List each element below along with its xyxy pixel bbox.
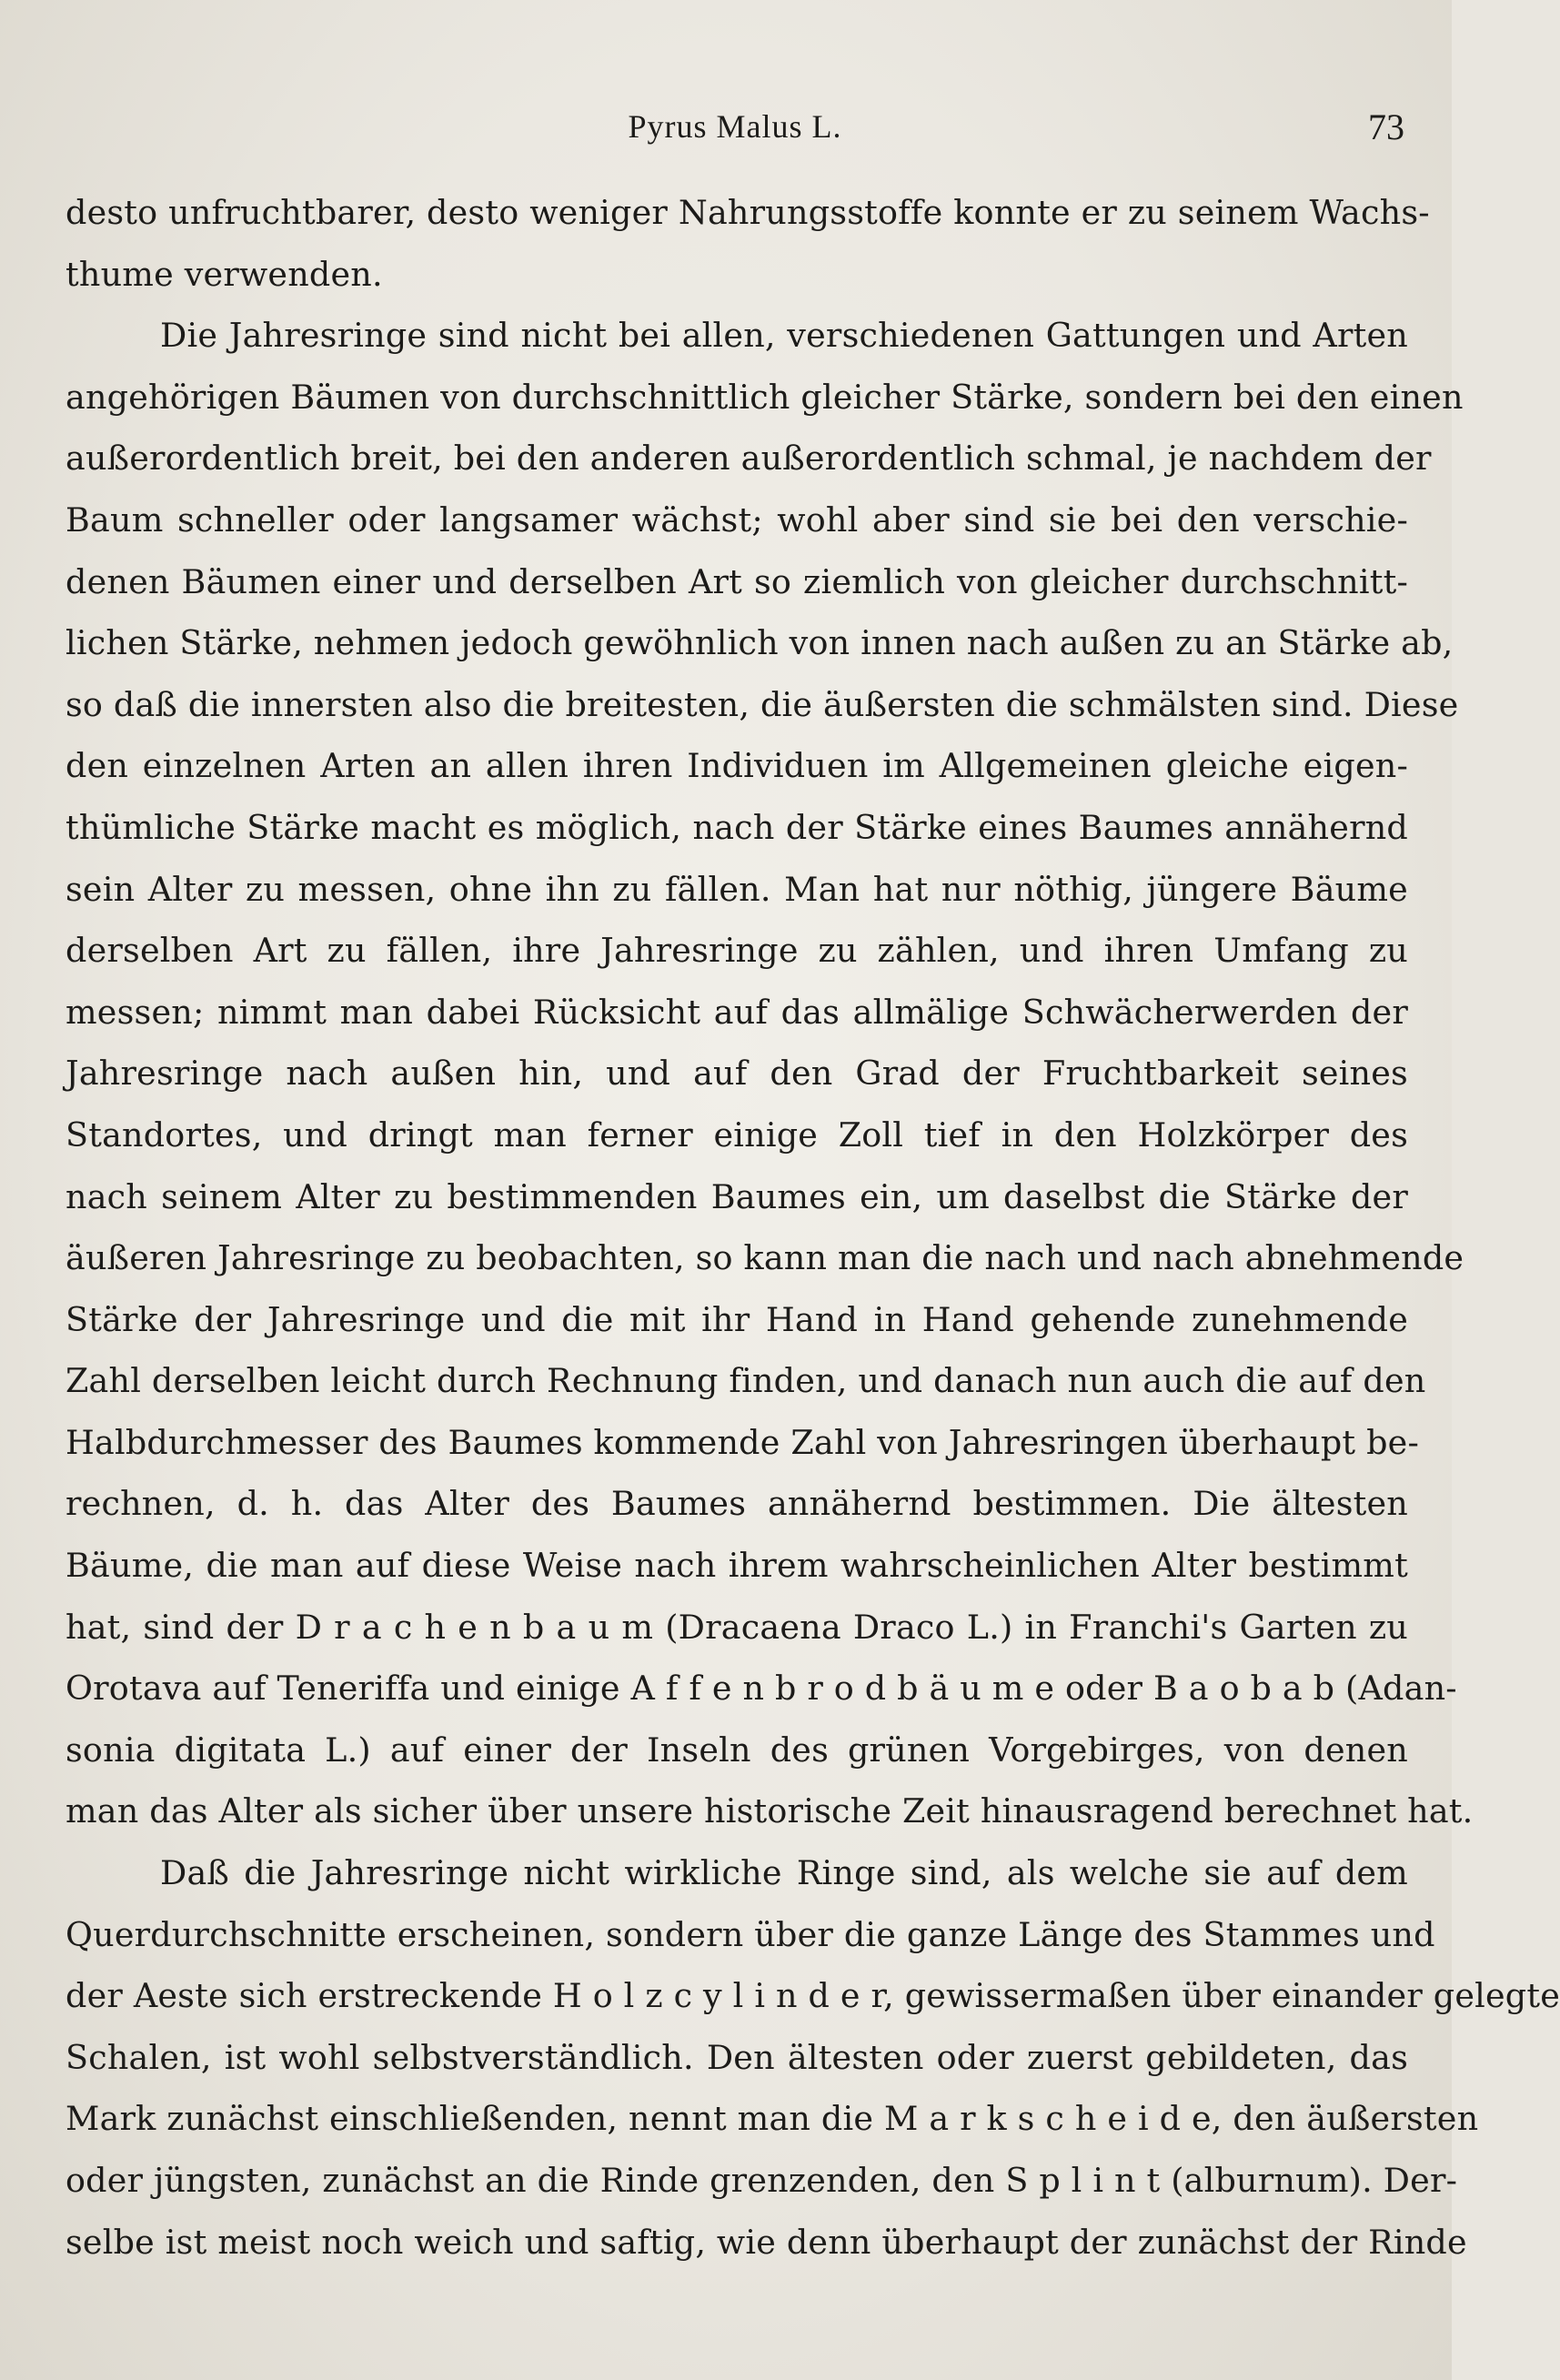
text-line: oder jüngsten, zunächst an die Rinde grenzenden, den S p l i n t (alburnum). Der- (65, 2161, 1458, 2200)
running-head (0, 107, 1452, 162)
text-line: sein Alter zu messen, ohne ihn zu fällen. Man hat nur nöthig, jüngere Bäume (65, 869, 1408, 909)
text-line: Orotava auf Teneriffa und einige A f f e n b r o d b ä u m e oder B a o b a b (Adan- (65, 1669, 1457, 1709)
text-line: denen Bäumen einer und derselben Art so ziemlich von gleicher durchschnitt- (65, 561, 1408, 601)
text-line: Baum schneller oder langsamer wächst; wohl aber sind sie bei den verschie- (65, 499, 1408, 540)
text-line: Bäume, die man auf diese Weise nach ihrem wahrscheinlichen Alter bestimmt (65, 1546, 1408, 1586)
text-line: so daß die innersten also die breitesten, die äußersten die schmälsten sind. Diese (65, 684, 1459, 724)
text-line: Standortes, und dringt man ferner einige Zoll tief in den Holzkörper des (65, 1114, 1408, 1155)
text-line: Stärke der Jahresringe und die mit ihr Hand in Hand gehende zunehmende (65, 1299, 1408, 1339)
text-line: thume verwenden. (65, 254, 383, 294)
text-line: hat, sind der D r a c h e n b a u m (Dracaena Draco L.) in Franchi's Garten zu (65, 1607, 1408, 1647)
text-line: äußeren Jahresringe zu beobachten, so kann man die nach und nach abnehmende (65, 1238, 1464, 1278)
text-line: den einzelnen Arten an allen ihren Individuen im Allgemeinen gleiche eigen- (65, 746, 1408, 786)
text-line: der Aeste sich erstreckende H o l z c y l i n d e r, gewissermaßen über einander gelegte (65, 1976, 1560, 2016)
text-line: Jahresringe nach außen hin, und auf den Grad der Fruchtbarkeit seines (65, 1054, 1408, 1094)
text-line: selbe ist meist noch weich und saftig, wie denn überhaupt der zunächst der Rinde (65, 2222, 1467, 2262)
running-title: Pyrus Malus L. (628, 108, 842, 145)
text-line: sonia digitata L.) auf einer der Inseln des grünen Vorgebirges, von denen (65, 1730, 1408, 1770)
text-line: lichen Stärke, nehmen jedoch gewöhnlich von innen nach außen zu an Stärke ab, (65, 623, 1454, 663)
text-line: außerordentlich breit, bei den anderen außerordentlich schmal, je nachdem der (65, 439, 1432, 479)
text-line: man das Alter als sicher über unsere historische Zeit hinausragend berechnet hat. (65, 1791, 1474, 1831)
text-line: messen; nimmt man dabei Rücksicht auf das allmälige Schwächerwerden der (65, 992, 1408, 1032)
text-line: Daß die Jahresringe nicht wirkliche Ringe sind, als welche sie auf dem (160, 1853, 1408, 1893)
text-line: Zahl derselben leicht durch Rechnung finden, und danach nun auch die auf den (65, 1361, 1426, 1401)
page-number: 73 (1368, 106, 1404, 147)
text-line: rechnen, d. h. das Alter des Baumes annähernd bestimmen. Die ältesten (65, 1484, 1408, 1524)
text-line: angehörigen Bäumen von durchschnittlich gleicher Stärke, sondern bei den einen (65, 377, 1464, 417)
text-line: Die Jahresringe sind nicht bei allen, verschiedenen Gattungen und Arten (160, 316, 1408, 356)
text-line: Halbdurchmesser des Baumes kommende Zahl von Jahresringen überhaupt be- (65, 1422, 1419, 1462)
text-line: Schalen, ist wohl selbstverständlich. Den ältesten oder zuerst gebildeten, das (65, 2037, 1408, 2077)
text-line: derselben Art zu fällen, ihre Jahresringe zu zählen, und ihren Umfang zu (65, 931, 1408, 971)
body-text (65, 182, 1560, 2273)
text-line: desto unfruchtbarer, desto weniger Nahrungsstoffe konnte er zu seinem Wachs- (65, 193, 1430, 232)
text-line: Querdurchschnitte erscheinen, sondern über die ganze Länge des Stammes und (65, 1914, 1435, 1954)
text-line: thümliche Stärke macht es möglich, nach der Stärke eines Baumes annähernd (65, 807, 1408, 847)
text-line: nach seinem Alter zu bestimmenden Baumes ein, um daselbst die Stärke der (65, 1176, 1408, 1216)
text-line: Mark zunächst einschließenden, nennt man die M a r k s c h e i d e, den äußersten (65, 2099, 1479, 2139)
